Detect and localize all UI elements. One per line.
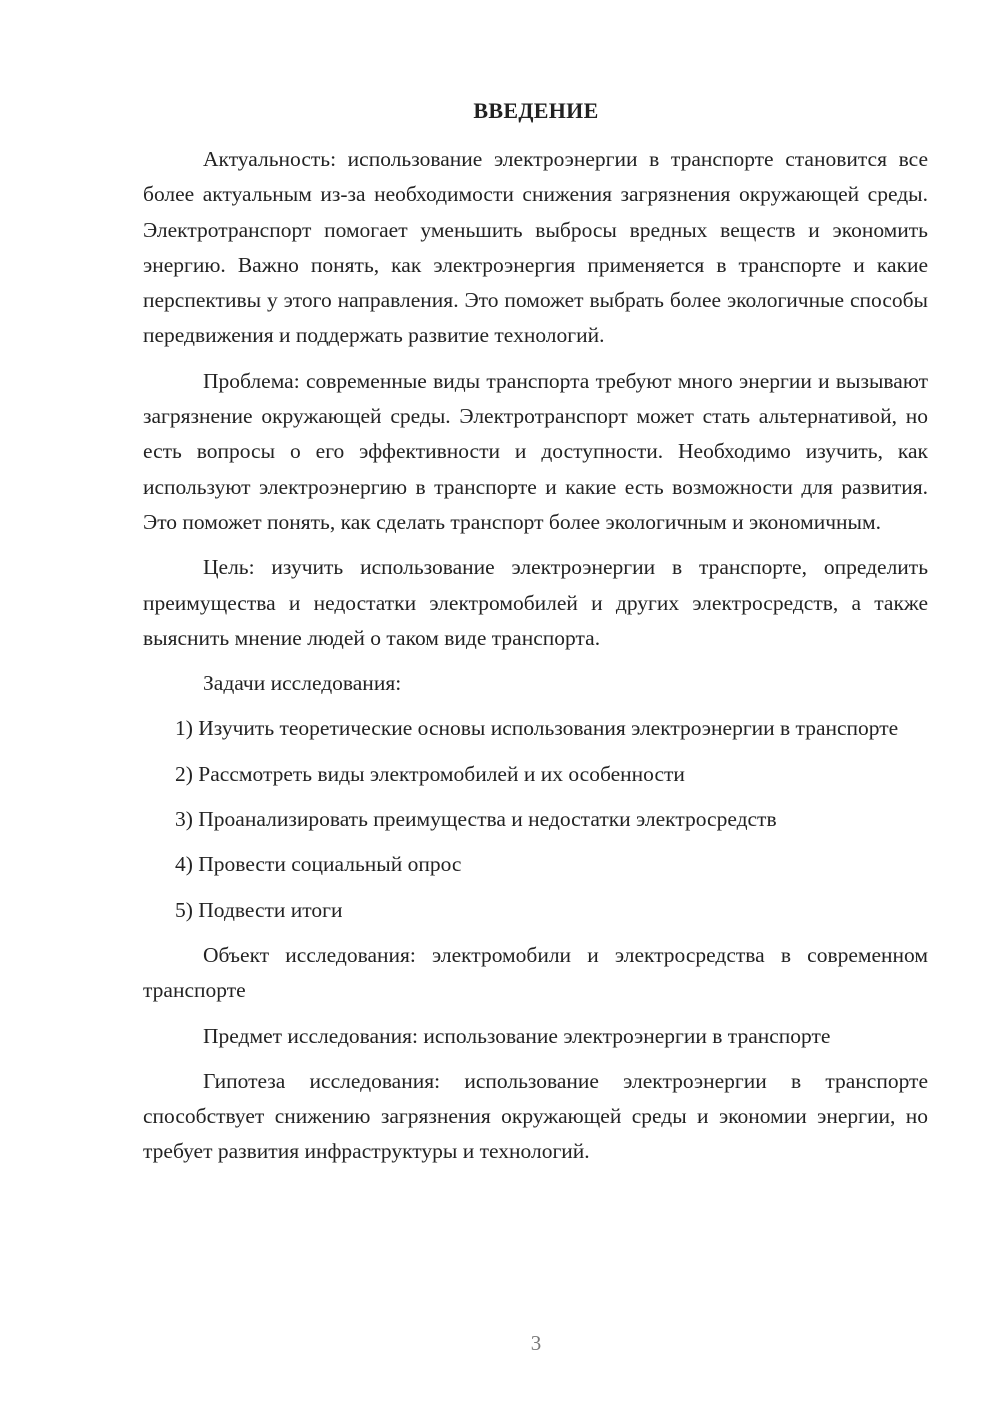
list-item: 5) Подвести итоги bbox=[175, 897, 343, 922]
tasks-list bbox=[143, 711, 928, 927]
list-item: 3) Проанализировать преимущества и недостатки электросредств bbox=[175, 807, 777, 832]
paragraph-goal: Цель: изучить использование электроэнергии в транспорте, определить преимущества и недостатки электромобилей и других электросредств, а также выяснить мнение людей о таком виде транспорта. bbox=[143, 555, 928, 650]
list-item: 4) Провести социальный опрос bbox=[175, 852, 462, 877]
page-title: ВВЕДЕНИЕ bbox=[473, 98, 599, 123]
page-number: 3 bbox=[530, 1331, 542, 1355]
paragraph-subject: Предмет исследования: использование электроэнергии в транспорте bbox=[203, 1023, 831, 1048]
list-item: 2) Рассмотреть виды электромобилей и их особенности bbox=[175, 761, 685, 786]
paragraph-problem: Проблема: современные виды транспорта требуют много энергии и вызывают загрязнение окружающей среды. Электротранспорт может стать альтернативой, но есть вопросы о его эффективности и доступности. Необходимо изучить, как используют электроэнергию в транспорте и какие есть возможности для развития. Это поможет понять, как сделать транспорт более экологичным и экономичным. bbox=[143, 368, 928, 534]
tasks-heading: Задачи исследования: bbox=[203, 671, 402, 696]
paragraph-hypothesis: Гипотеза исследования: использование электроэнергии в транспорте способствует снижению загрязнения окружающей среды и экономии энергии, но требует развития инфраструктуры и технологий. bbox=[143, 1068, 928, 1164]
list-item: 1) Изучить теоретические основы использования электроэнергии в транспорте bbox=[175, 716, 899, 741]
paragraph-relevance: Актуальность: использование электроэнергии в транспорте становится все более актуальным из-за необходимости снижения загрязнения окружающей среды. Электротранспорт помогает уменьшить выбросы вредных веществ и экономить энергию. Важно понять, как электроэнергия применяется в транспорте и какие перспективы у этого направления. Это поможет выбрать более экологичные способы передвижения и поддержать развитие технологий. bbox=[143, 147, 928, 348]
document-body bbox=[143, 142, 928, 1170]
paragraph-object: Объект исследования: электромобили и электросредства в современном транспорте bbox=[143, 942, 928, 1003]
